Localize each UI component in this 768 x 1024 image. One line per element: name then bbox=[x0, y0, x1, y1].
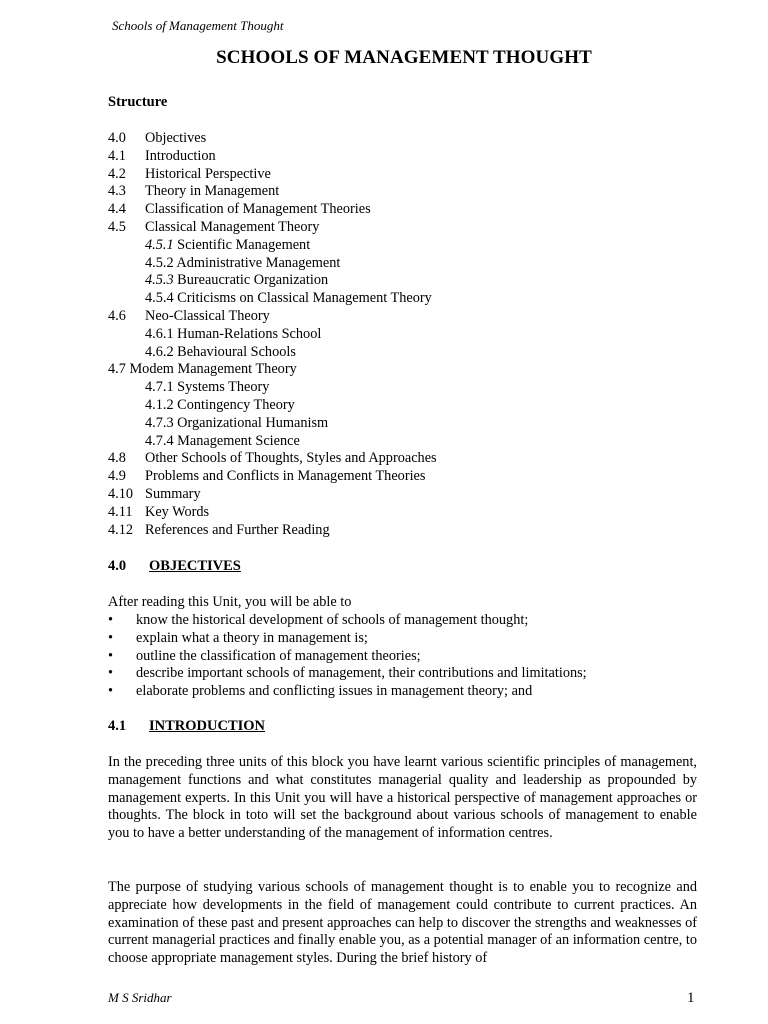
toc-label: Contingency Theory bbox=[177, 396, 295, 413]
list-item bbox=[108, 630, 587, 648]
section-number: 4.1 bbox=[108, 718, 127, 734]
objectives-list bbox=[108, 612, 587, 701]
toc-number: 4.5 bbox=[108, 218, 126, 235]
toc-number: 4.5.2 bbox=[145, 254, 174, 271]
toc-number: 4.2 bbox=[108, 165, 126, 182]
objectives-intro: After reading this Unit, you will be able to bbox=[108, 594, 352, 610]
toc-label: Summary bbox=[145, 485, 201, 502]
toc-number: 4.1 bbox=[108, 147, 126, 164]
toc-item bbox=[108, 450, 437, 468]
toc-label: Behavioural Schools bbox=[177, 343, 296, 360]
toc-number: 4.3 bbox=[108, 183, 126, 200]
running-header: Schools of Management Thought bbox=[112, 18, 284, 33]
toc-label: Human-Relations School bbox=[177, 325, 322, 342]
toc-number: 4.1.2 bbox=[145, 396, 174, 413]
toc-label: Criticisms on Classical Management Theory bbox=[177, 290, 432, 307]
toc-item bbox=[108, 308, 437, 326]
introduction-paragraph-2: The purpose of studying various schools of management thought is to enable you to recognize and appreciate how developments in the field of management could contribute to current practices. An examination of these past and present approaches can help to discover the strengths and weaknesses of current managerial practices and finally enable you, as a potential manager of an information centre, to choose appropriate management styles. During the brief history of bbox=[108, 879, 697, 967]
list-item-text: explain what a theory in management is; bbox=[136, 629, 368, 646]
objectives-heading bbox=[108, 558, 241, 575]
toc-subitem bbox=[108, 344, 437, 362]
toc-number: 4.7.3 bbox=[145, 414, 174, 431]
structure-heading: Structure bbox=[108, 94, 168, 110]
section-title: OBJECTIVES bbox=[149, 558, 241, 574]
toc-label: Other Schools of Thoughts, Styles and Approaches bbox=[145, 450, 437, 467]
toc-number: 4.7 bbox=[108, 361, 126, 378]
page-title: SCHOOLS OF MANAGEMENT THOUGHT bbox=[216, 47, 592, 68]
introduction-paragraph-1: In the preceding three units of this block you have learnt various scientific principles of management, management functions and what constitutes managerial quality and leadership as propounded by management experts. In this Unit you will have a historical perspective of management approaches or thoughts. The block in toto will set the background about various schools of management to enable you to have a better understanding of the management of information centres. bbox=[108, 754, 697, 842]
toc-number: 4.6.2 bbox=[145, 343, 174, 360]
list-item-text: describe important schools of management, their contributions and limitations; bbox=[136, 665, 587, 682]
toc-label: Problems and Conflicts in Management Theories bbox=[145, 468, 426, 485]
list-item-text: know the historical development of schools of management thought; bbox=[136, 612, 529, 628]
toc-label: Key Words bbox=[145, 503, 210, 520]
toc-label: Scientific Management bbox=[177, 236, 311, 253]
toc-number: 4.10 bbox=[108, 485, 134, 502]
toc-subitem bbox=[108, 397, 437, 415]
section-title: INTRODUCTION bbox=[149, 718, 266, 734]
bullet-icon: • bbox=[108, 612, 114, 628]
toc-item bbox=[108, 166, 437, 184]
toc-label: Historical Perspective bbox=[145, 165, 271, 182]
toc-subitem bbox=[108, 433, 437, 451]
toc-number: 4.5.1 bbox=[145, 236, 174, 253]
toc-label: Objectives bbox=[145, 130, 207, 146]
table-of-contents bbox=[108, 130, 437, 539]
toc-subitem bbox=[108, 379, 437, 397]
toc-item bbox=[108, 468, 437, 486]
list-item bbox=[108, 683, 587, 701]
toc-item bbox=[108, 361, 437, 379]
toc-number: 4.6.1 bbox=[145, 325, 174, 342]
toc-label: Modem Management Theory bbox=[129, 361, 297, 378]
list-item bbox=[108, 648, 587, 666]
toc-label: Organizational Humanism bbox=[177, 414, 329, 431]
toc-item bbox=[108, 486, 437, 504]
introduction-heading bbox=[108, 718, 265, 735]
toc-number: 4.11 bbox=[108, 503, 133, 520]
bullet-icon: • bbox=[108, 629, 114, 646]
list-item-text: outline the classification of management theories; bbox=[136, 647, 421, 664]
toc-number: 4.7.1 bbox=[145, 379, 174, 396]
toc-number: 4.6 bbox=[108, 307, 126, 324]
toc-label: Bureaucratic Organization bbox=[177, 272, 329, 289]
bullet-icon: • bbox=[108, 665, 114, 682]
toc-item bbox=[108, 522, 437, 540]
toc-subitem bbox=[108, 255, 437, 273]
toc-subitem bbox=[108, 237, 437, 255]
toc-number: 4.4 bbox=[108, 201, 126, 218]
toc-label: Introduction bbox=[145, 147, 216, 164]
toc-number: 4.7.4 bbox=[145, 432, 174, 449]
list-item bbox=[108, 665, 587, 683]
page-number: 1 bbox=[687, 990, 695, 1006]
section-number: 4.0 bbox=[108, 558, 127, 574]
toc-subitem bbox=[108, 326, 437, 344]
toc-label: Classical Management Theory bbox=[145, 218, 320, 235]
toc-label: Systems Theory bbox=[177, 379, 270, 396]
toc-label: Management Science bbox=[177, 432, 300, 449]
toc-label: Classification of Management Theories bbox=[145, 201, 371, 218]
toc-number: 4.0 bbox=[108, 130, 126, 146]
toc-subitem bbox=[108, 415, 437, 433]
toc-number: 4.5.4 bbox=[145, 290, 174, 307]
toc-subitem bbox=[108, 272, 437, 290]
toc-item bbox=[108, 130, 437, 148]
toc-item bbox=[108, 504, 437, 522]
toc-item bbox=[108, 183, 437, 201]
toc-number: 4.8 bbox=[108, 450, 126, 467]
toc-label: Administrative Management bbox=[176, 254, 341, 271]
toc-subitem bbox=[108, 290, 437, 308]
toc-label: References and Further Reading bbox=[145, 521, 330, 538]
toc-item bbox=[108, 201, 437, 219]
toc-item bbox=[108, 148, 437, 166]
footer-author: M S Sridhar bbox=[108, 990, 172, 1005]
list-item-text: elaborate problems and conflicting issues in management theory; and bbox=[136, 683, 533, 700]
toc-item bbox=[108, 219, 437, 237]
list-item bbox=[108, 612, 587, 630]
toc-label: Theory in Management bbox=[145, 183, 280, 200]
bullet-icon: • bbox=[108, 683, 114, 700]
toc-number: 4.12 bbox=[108, 521, 134, 538]
toc-label: Neo-Classical Theory bbox=[145, 307, 270, 324]
toc-number: 4.9 bbox=[108, 468, 126, 485]
bullet-icon: • bbox=[108, 647, 114, 664]
toc-number: 4.5.3 bbox=[145, 272, 174, 289]
